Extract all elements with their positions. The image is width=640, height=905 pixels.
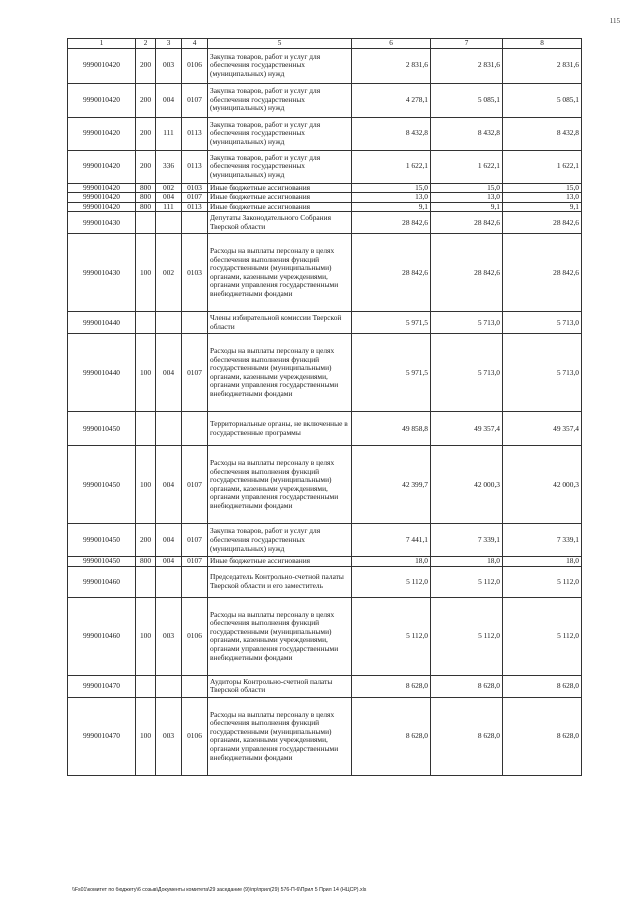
row-value-8: 13,0	[503, 193, 582, 203]
row-col-2: 800	[136, 183, 156, 193]
table-row	[68, 83, 582, 117]
row-col-3: 004	[156, 557, 182, 567]
row-col-4: 0107	[182, 446, 208, 524]
row-value-8: 2 831,6	[503, 48, 582, 83]
row-code: 9990010420	[68, 48, 136, 83]
row-code: 9990010450	[68, 446, 136, 524]
row-value-6: 5 112,0	[352, 597, 431, 675]
row-name: Аудиторы Контрольно-счетной палаты Тверской области	[208, 675, 352, 697]
row-value-7: 5 713,0	[431, 334, 503, 412]
row-value-7: 28 842,6	[431, 212, 503, 234]
row-name: Расходы на выплаты персоналу в целях обеспечения выполнения функций государственными (муниципальными) органами, казенными учреждениями, органами управления государственными внебюджетными фондами	[208, 334, 352, 412]
row-col-2: 100	[136, 446, 156, 524]
row-value-6: 18,0	[352, 557, 431, 567]
row-value-7: 8 628,0	[431, 675, 503, 697]
row-col-2	[136, 412, 156, 446]
row-col-4: 0107	[182, 83, 208, 117]
row-code: 9990010420	[68, 193, 136, 203]
row-value-8: 42 000,3	[503, 446, 582, 524]
row-name: Члены избирательной комиссии Тверской области	[208, 312, 352, 334]
row-value-8: 15,0	[503, 183, 582, 193]
row-value-6: 5 112,0	[352, 566, 431, 597]
table-row	[68, 446, 582, 524]
row-col-2: 200	[136, 117, 156, 150]
row-col-2: 200	[136, 524, 156, 557]
column-header: 3	[156, 39, 182, 49]
table-row	[68, 234, 582, 312]
row-value-8: 8 432,8	[503, 117, 582, 150]
row-col-4: 0107	[182, 557, 208, 567]
row-code: 9990010450	[68, 412, 136, 446]
row-col-4: 0106	[182, 48, 208, 83]
table-row	[68, 312, 582, 334]
column-header: 6	[352, 39, 431, 49]
row-name: Иные бюджетные ассигнования	[208, 193, 352, 203]
row-col-3: 004	[156, 524, 182, 557]
row-col-3	[156, 412, 182, 446]
row-value-8: 28 842,6	[503, 234, 582, 312]
table-row	[68, 48, 582, 83]
row-value-7: 8 628,0	[431, 697, 503, 775]
table-header-row	[68, 39, 582, 49]
row-code: 9990010420	[68, 117, 136, 150]
row-col-3	[156, 312, 182, 334]
row-col-3: 004	[156, 83, 182, 117]
row-col-3: 111	[156, 117, 182, 150]
row-value-6: 4 278,1	[352, 83, 431, 117]
row-col-3	[156, 212, 182, 234]
row-col-2: 200	[136, 48, 156, 83]
column-header: 4	[182, 39, 208, 49]
row-col-3: 004	[156, 446, 182, 524]
row-col-2: 100	[136, 597, 156, 675]
row-value-7: 28 842,6	[431, 234, 503, 312]
row-col-2: 800	[136, 557, 156, 567]
row-name: Расходы на выплаты персоналу в целях обеспечения выполнения функций государственными (муниципальными) органами, казенными учреждениями, органами управления государственными внебюджетными фондами	[208, 597, 352, 675]
row-code: 9990010450	[68, 557, 136, 567]
row-code: 9990010450	[68, 524, 136, 557]
column-header: 7	[431, 39, 503, 49]
column-header: 5	[208, 39, 352, 49]
row-value-6: 42 399,7	[352, 446, 431, 524]
table-row	[68, 412, 582, 446]
table-row	[68, 334, 582, 412]
row-col-3: 004	[156, 193, 182, 203]
row-value-7: 5 112,0	[431, 566, 503, 597]
row-col-3: 003	[156, 48, 182, 83]
row-value-8: 8 628,0	[503, 697, 582, 775]
column-header: 2	[136, 39, 156, 49]
row-col-3: 336	[156, 150, 182, 183]
row-value-8: 5 112,0	[503, 566, 582, 597]
row-value-8: 5 085,1	[503, 83, 582, 117]
row-value-7: 2 831,6	[431, 48, 503, 83]
row-value-7: 7 339,1	[431, 524, 503, 557]
table-row	[68, 566, 582, 597]
column-header: 1	[68, 39, 136, 49]
row-col-4: 0113	[182, 150, 208, 183]
row-col-3	[156, 675, 182, 697]
row-col-2	[136, 212, 156, 234]
row-name: Иные бюджетные ассигнования	[208, 183, 352, 193]
row-col-4: 0103	[182, 183, 208, 193]
table-row	[68, 597, 582, 675]
row-name: Расходы на выплаты персоналу в целях обеспечения выполнения функций государственными (муниципальными) органами, казенными учреждениями, органами управления государственными внебюджетными фондами	[208, 446, 352, 524]
row-name: Расходы на выплаты персоналу в целях обеспечения выполнения функций государственными (муниципальными) органами, казенными учреждениями, органами управления государственными внебюджетными фондами	[208, 234, 352, 312]
row-name: Закупка товаров, работ и услуг для обеспечения государственных (муниципальных) нужд	[208, 524, 352, 557]
row-col-2: 100	[136, 334, 156, 412]
table-row	[68, 524, 582, 557]
row-code: 9990010470	[68, 697, 136, 775]
row-value-6: 5 971,5	[352, 334, 431, 412]
row-value-8: 18,0	[503, 557, 582, 567]
row-col-4	[182, 675, 208, 697]
row-code: 9990010420	[68, 83, 136, 117]
row-value-8: 28 842,6	[503, 212, 582, 234]
row-value-7: 49 357,4	[431, 412, 503, 446]
table-row	[68, 202, 582, 212]
row-code: 9990010420	[68, 183, 136, 193]
row-col-3: 002	[156, 183, 182, 193]
row-col-2	[136, 566, 156, 597]
row-value-7: 18,0	[431, 557, 503, 567]
page-number: 115	[609, 17, 620, 25]
row-col-2	[136, 312, 156, 334]
row-name: Закупка товаров, работ и услуг для обеспечения государственных (муниципальных) нужд	[208, 117, 352, 150]
row-value-6: 8 432,8	[352, 117, 431, 150]
budget-table	[67, 38, 582, 776]
row-value-7: 1 622,1	[431, 150, 503, 183]
row-col-2: 800	[136, 193, 156, 203]
table-row	[68, 150, 582, 183]
row-value-6: 28 842,6	[352, 212, 431, 234]
row-value-6: 28 842,6	[352, 234, 431, 312]
row-value-7: 5 112,0	[431, 597, 503, 675]
row-col-2	[136, 675, 156, 697]
row-name: Территориальные органы, не включенные в государственные программы	[208, 412, 352, 446]
row-name: Закупка товаров, работ и услуг для обеспечения государственных (муниципальных) нужд	[208, 48, 352, 83]
row-col-2: 800	[136, 202, 156, 212]
row-code: 9990010460	[68, 566, 136, 597]
table-row	[68, 557, 582, 567]
row-value-8: 5 713,0	[503, 334, 582, 412]
row-col-3	[156, 566, 182, 597]
row-value-6: 8 628,0	[352, 675, 431, 697]
row-value-8: 8 628,0	[503, 675, 582, 697]
row-value-8: 5 713,0	[503, 312, 582, 334]
row-value-7: 9,1	[431, 202, 503, 212]
table-row	[68, 212, 582, 234]
row-value-8: 5 112,0	[503, 597, 582, 675]
row-col-4	[182, 312, 208, 334]
row-code: 9990010460	[68, 597, 136, 675]
row-col-3: 003	[156, 697, 182, 775]
row-code: 9990010430	[68, 212, 136, 234]
row-value-6: 1 622,1	[352, 150, 431, 183]
row-code: 9990010420	[68, 202, 136, 212]
row-name: Председатель Контрольно-счетной палаты Тверской области и его заместитель	[208, 566, 352, 597]
row-value-6: 49 858,8	[352, 412, 431, 446]
row-value-6: 2 831,6	[352, 48, 431, 83]
row-value-7: 5 085,1	[431, 83, 503, 117]
row-col-2: 100	[136, 697, 156, 775]
row-code: 9990010470	[68, 675, 136, 697]
row-value-8: 7 339,1	[503, 524, 582, 557]
row-value-7: 5 713,0	[431, 312, 503, 334]
row-value-6: 7 441,1	[352, 524, 431, 557]
row-value-7: 13,0	[431, 193, 503, 203]
row-value-8: 9,1	[503, 202, 582, 212]
row-col-4	[182, 566, 208, 597]
row-col-3: 002	[156, 234, 182, 312]
table-row	[68, 675, 582, 697]
row-code: 9990010440	[68, 334, 136, 412]
row-col-4: 0107	[182, 524, 208, 557]
row-value-7: 8 432,8	[431, 117, 503, 150]
row-value-6: 8 628,0	[352, 697, 431, 775]
row-col-4	[182, 412, 208, 446]
table-row	[68, 193, 582, 203]
row-col-4: 0103	[182, 234, 208, 312]
row-col-2: 200	[136, 83, 156, 117]
row-name: Закупка товаров, работ и услуг для обеспечения государственных (муниципальных) нужд	[208, 83, 352, 117]
table-row	[68, 697, 582, 775]
row-col-4	[182, 212, 208, 234]
row-value-8: 49 357,4	[503, 412, 582, 446]
row-name: Расходы на выплаты персоналу в целях обеспечения выполнения функций государственными (муниципальными) органами, казенными учреждениями, органами управления государственными внебюджетными фондами	[208, 697, 352, 775]
row-value-8: 1 622,1	[503, 150, 582, 183]
row-value-7: 42 000,3	[431, 446, 503, 524]
row-col-3: 003	[156, 597, 182, 675]
row-col-3: 111	[156, 202, 182, 212]
row-col-4: 0107	[182, 334, 208, 412]
column-header: 8	[503, 39, 582, 49]
row-col-4: 0113	[182, 202, 208, 212]
row-col-3: 004	[156, 334, 182, 412]
row-col-4: 0107	[182, 193, 208, 203]
file-path-footer: \\Fs01\комитет по бюджету\6 созыв\Документы комитета\29 заседание (9)\пр\прил(29) 576-П-6\Прил 5 Прил 14 (НЦСР).xls	[72, 887, 367, 893]
row-col-4: 0113	[182, 117, 208, 150]
row-value-6: 5 971,5	[352, 312, 431, 334]
row-col-2: 200	[136, 150, 156, 183]
row-col-4: 0106	[182, 597, 208, 675]
row-col-4: 0106	[182, 697, 208, 775]
row-code: 9990010430	[68, 234, 136, 312]
row-name: Иные бюджетные ассигнования	[208, 557, 352, 567]
row-code: 9990010440	[68, 312, 136, 334]
row-code: 9990010420	[68, 150, 136, 183]
row-name: Закупка товаров, работ и услуг для обеспечения государственных (муниципальных) нужд	[208, 150, 352, 183]
row-col-2: 100	[136, 234, 156, 312]
row-value-7: 15,0	[431, 183, 503, 193]
row-name: Депутаты Законодательного Собрания Тверской области	[208, 212, 352, 234]
row-name: Иные бюджетные ассигнования	[208, 202, 352, 212]
row-value-6: 9,1	[352, 202, 431, 212]
table-row	[68, 117, 582, 150]
row-value-6: 15,0	[352, 183, 431, 193]
row-value-6: 13,0	[352, 193, 431, 203]
